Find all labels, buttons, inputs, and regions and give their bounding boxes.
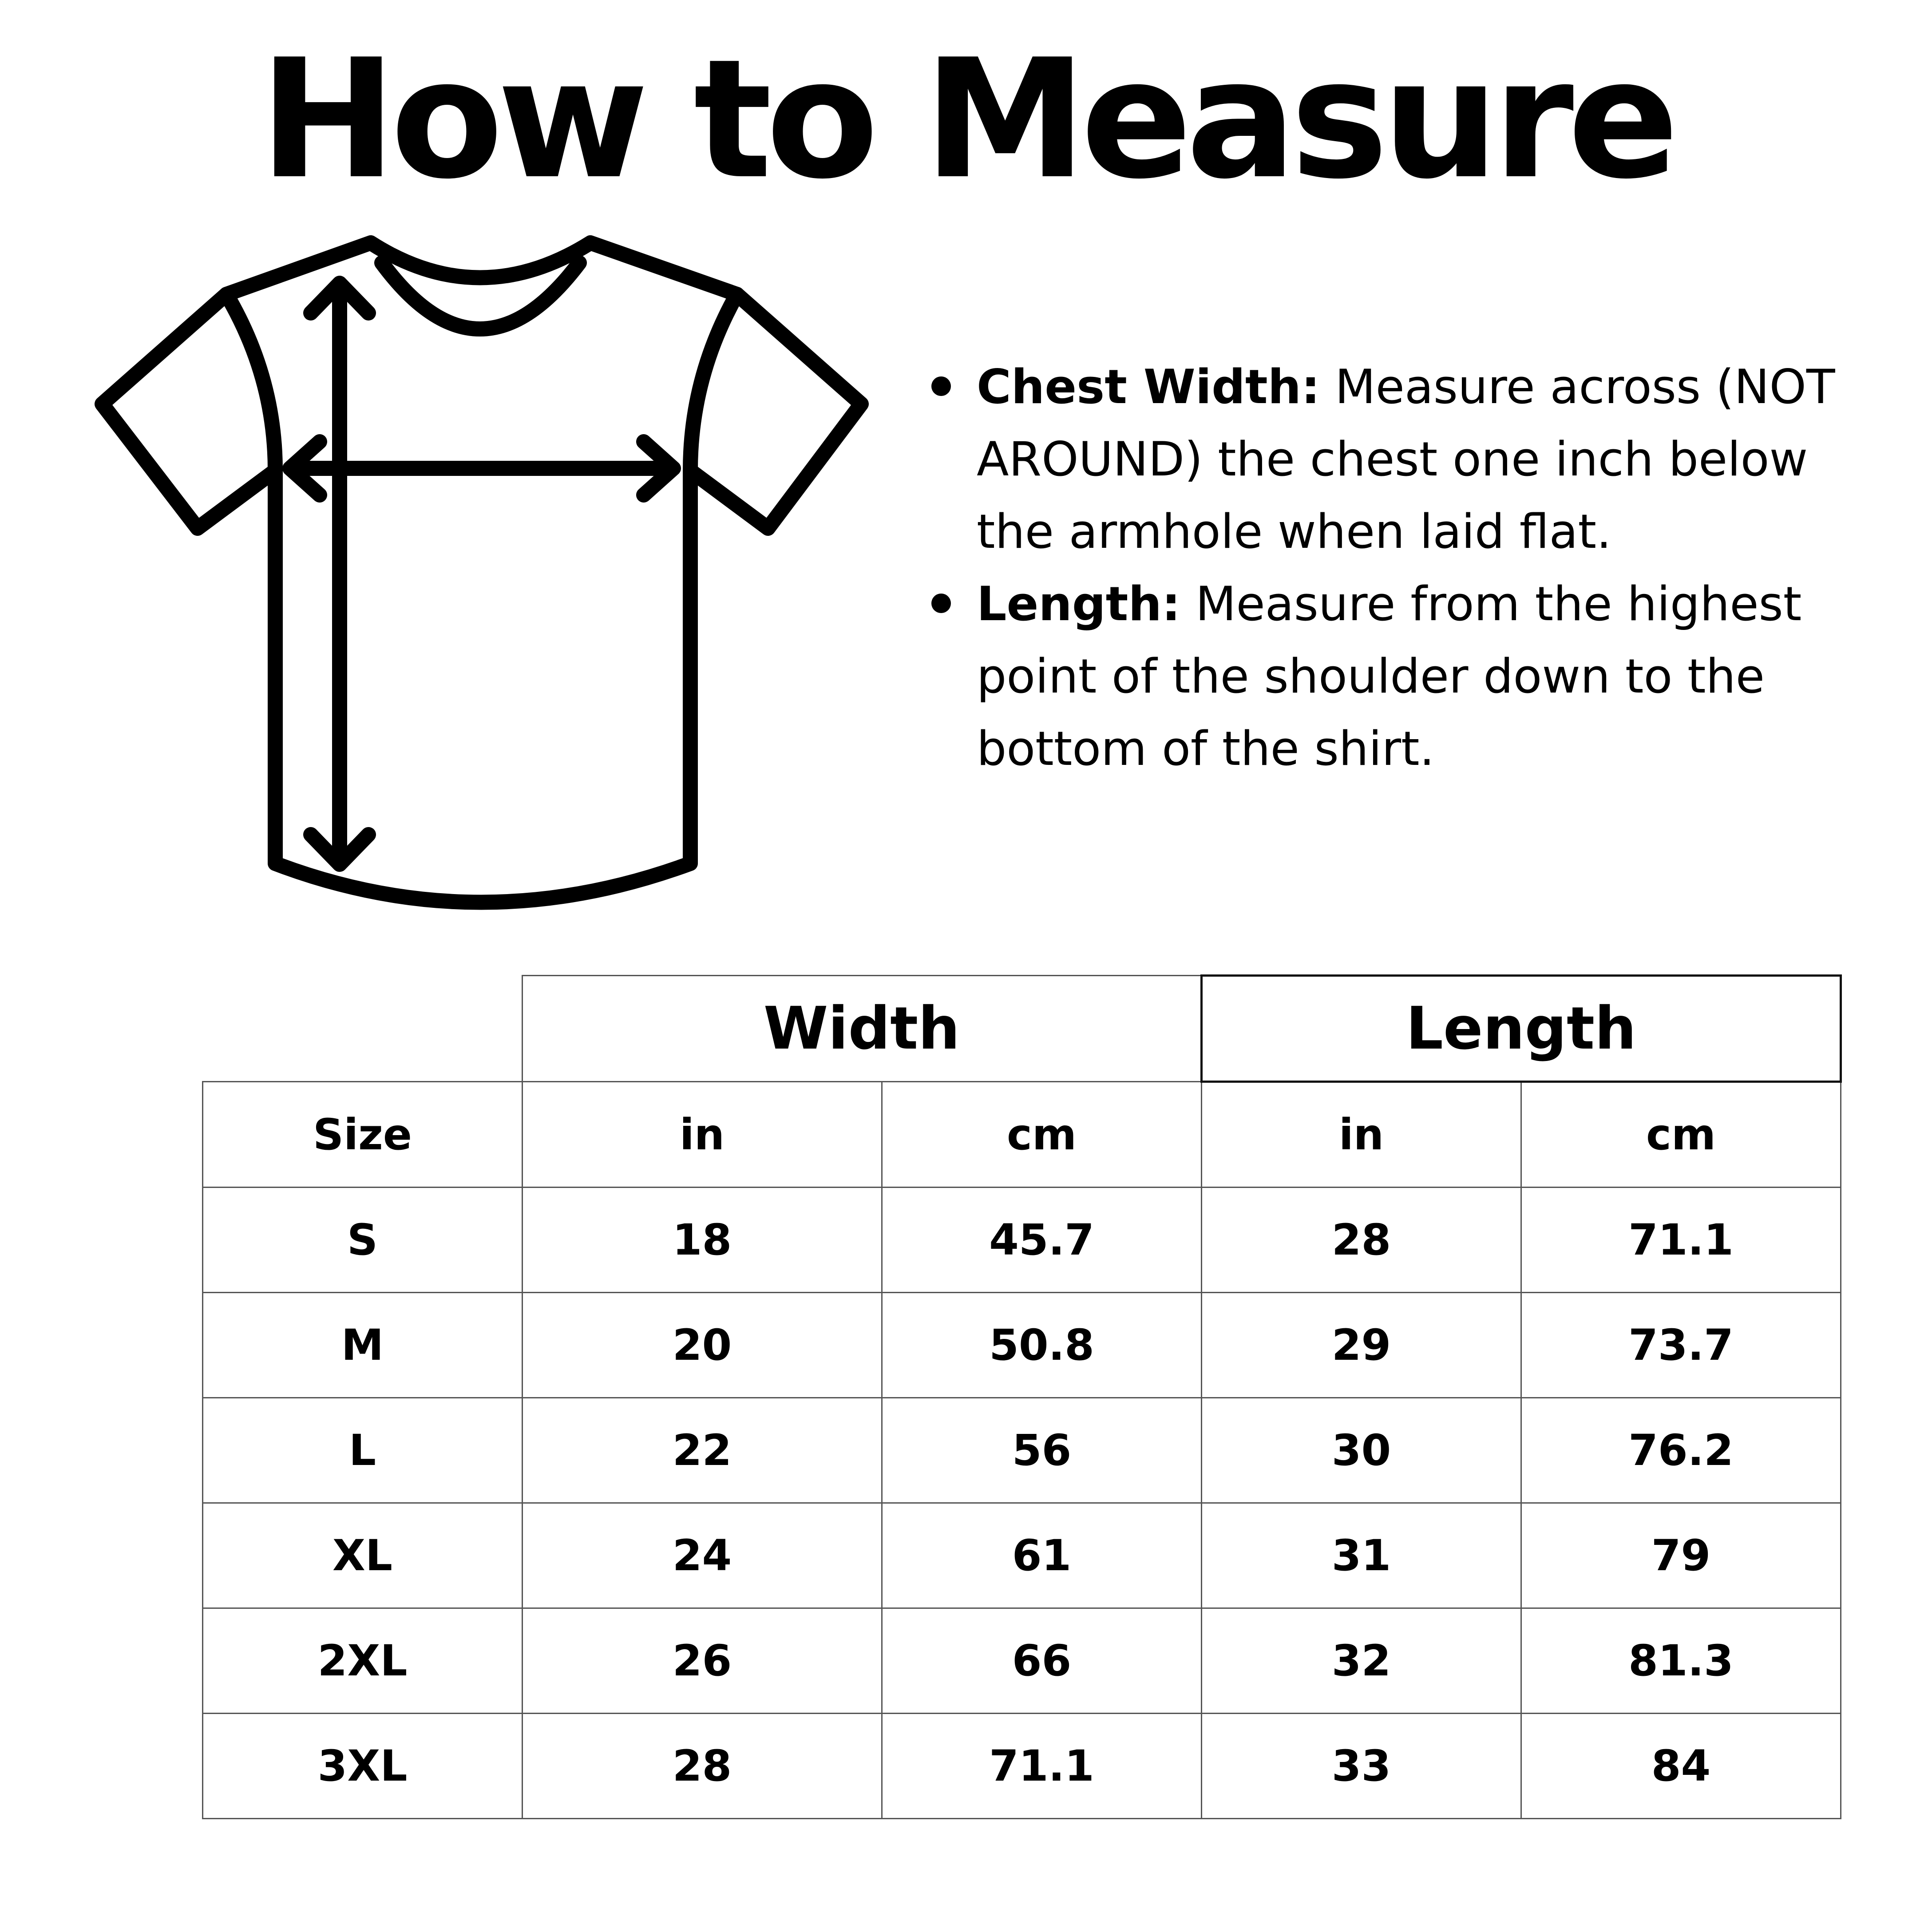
width-cm-cell: 61 (882, 1503, 1202, 1608)
length-cm-cell: 84 (1521, 1714, 1841, 1819)
length-in-cell: 28 (1202, 1188, 1521, 1293)
length-in-cell: 32 (1202, 1608, 1521, 1714)
length-cm-cell: 79 (1521, 1503, 1841, 1608)
left-armhole-seam (226, 294, 275, 471)
length-cm-cell: 76.2 (1521, 1398, 1841, 1503)
width-in-cell: 20 (523, 1293, 882, 1398)
width-cm-cell: 71.1 (882, 1714, 1202, 1819)
width-in-cell: 24 (523, 1503, 882, 1608)
width-group-header: Width (523, 976, 1202, 1082)
size-cell: 3XL (203, 1714, 523, 1819)
table-row (203, 1188, 1841, 1293)
unit-header-row (203, 1082, 1841, 1188)
width-cm-cell: 50.8 (882, 1293, 1202, 1398)
width-in-cell: 28 (523, 1714, 882, 1819)
length-group-header: Length (1202, 976, 1841, 1082)
instruction-label: Chest Width: (977, 360, 1320, 414)
length-cm-cell: 81.3 (1521, 1608, 1841, 1714)
bullet-dot-icon (931, 594, 951, 613)
size-chart-table (202, 974, 1842, 1819)
length-in-cell: 29 (1202, 1293, 1521, 1398)
instruction-length (928, 568, 1896, 785)
group-header-row (203, 976, 1841, 1082)
size-cell: 2XL (203, 1608, 523, 1714)
page-title: How to Measure (259, 24, 1673, 215)
width-in-cell: 22 (523, 1398, 882, 1503)
length-in-cell: 33 (1202, 1714, 1521, 1819)
table-row (203, 1608, 1841, 1714)
size-cell: S (203, 1188, 523, 1293)
width-cm-cell: 66 (882, 1608, 1202, 1714)
empty-corner-cell (203, 976, 523, 1082)
right-armhole-seam (690, 294, 737, 471)
length-in-cell: 30 (1202, 1398, 1521, 1503)
width-in-cell: 18 (523, 1188, 882, 1293)
width-in-header: in (523, 1082, 882, 1188)
table-row (203, 1714, 1841, 1819)
length-cm-cell: 73.7 (1521, 1293, 1841, 1398)
instruction-text: Measure across (NOT AROUND) the chest one inch below the armhole when laid flat. (977, 360, 1835, 559)
size-column-header: Size (203, 1082, 523, 1188)
size-cell: L (203, 1398, 523, 1503)
width-cm-header: cm (882, 1082, 1202, 1188)
length-in-header: in (1202, 1082, 1521, 1188)
instruction-text: Measure from the highest point of the shoulder down to the bottom of the shirt. (977, 577, 1802, 776)
t-shirt-icon (89, 231, 879, 923)
table-row (203, 1398, 1841, 1503)
length-arrow (311, 283, 368, 864)
chest-width-arrow (290, 442, 673, 495)
width-cm-cell: 56 (882, 1398, 1202, 1503)
table-row (203, 1293, 1841, 1398)
size-cell: XL (203, 1503, 523, 1608)
instruction-label: Length: (977, 577, 1181, 631)
width-cm-cell: 45.7 (882, 1188, 1202, 1293)
table-row (203, 1503, 1841, 1608)
bullet-dot-icon (931, 376, 951, 396)
length-cm-cell: 71.1 (1521, 1188, 1841, 1293)
size-cell: M (203, 1293, 523, 1398)
length-in-cell: 31 (1202, 1503, 1521, 1608)
width-in-cell: 26 (523, 1608, 882, 1714)
measurement-instructions (928, 351, 1896, 785)
length-cm-header: cm (1521, 1082, 1841, 1188)
shirt-outline (102, 243, 861, 903)
instruction-chest-width (928, 351, 1896, 568)
